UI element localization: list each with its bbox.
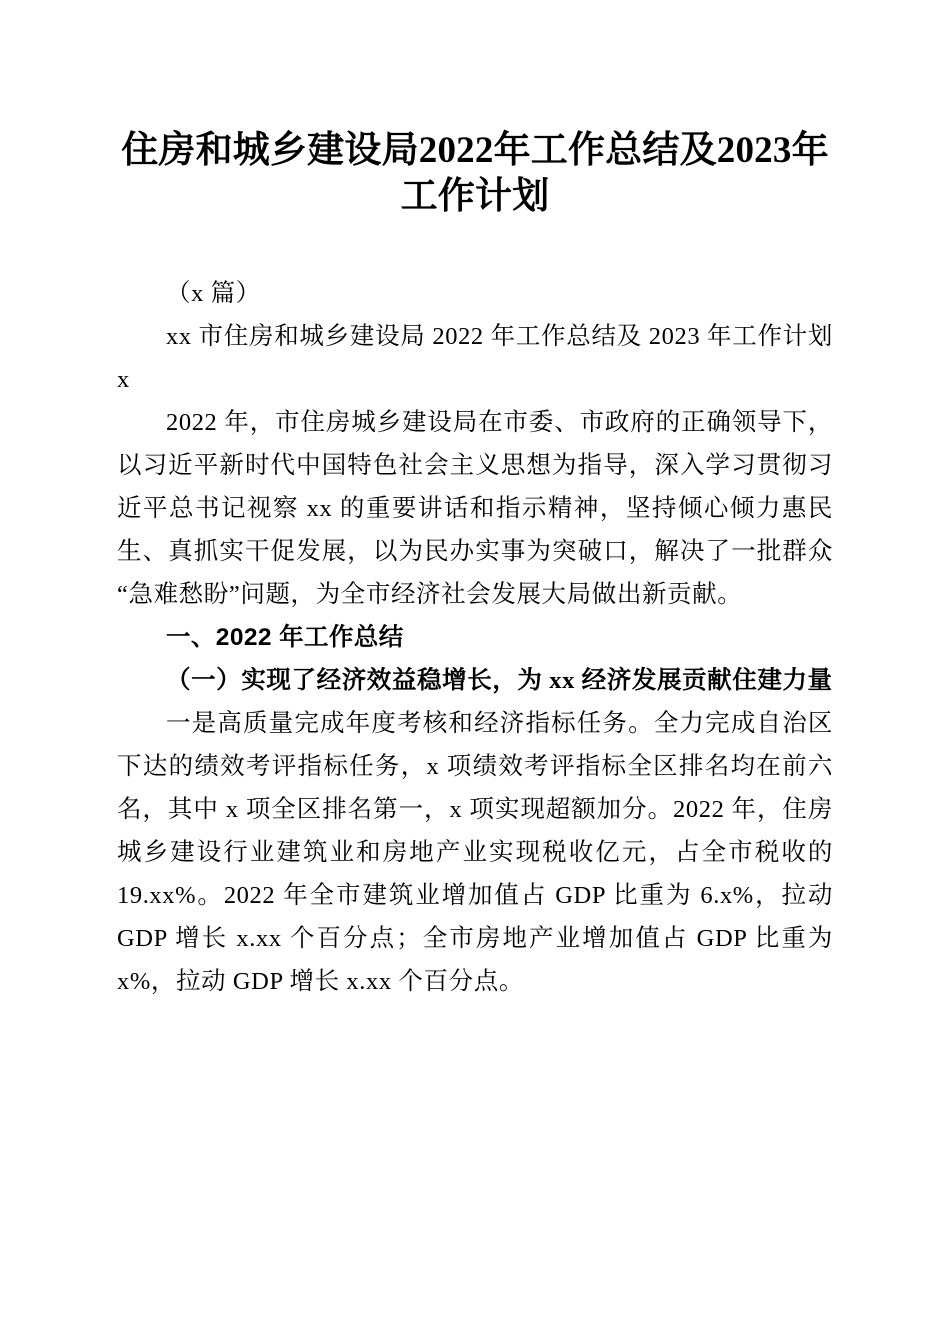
document-count-note: （x 篇）	[166, 280, 261, 307]
heading-section-1-1: （一）实现了经济效益稳增长，为 xx 经济发展贡献住建力量	[166, 667, 833, 694]
document-content-area	[117, 0, 833, 1003]
document-title: 住房和城乡建设局2022年工作总结及2023年工作计划	[121, 130, 829, 217]
document-subtitle: xx 市住房和城乡建设局 2022 年工作总结及 2023 年工作计划 x	[117, 323, 833, 393]
title-body-spacer	[117, 220, 833, 272]
paragraph-point-1: 一是高质量完成年度考核和经济指标任务。全力完成自治区下达的绩效考评指标任务，x 项绩效考评指标全区排名均在前六名，其中 x 项全区排名第一，x 项实现超额加分。2022 年，住房城乡建设行业建筑业和房地产业实现税收亿元，占全市税收的 19.xx%。2022 年全市建筑业增加值占 GDP 比重为 6.x%，拉动 GDP 增长 x.xx 个百分点；全市房地产业增加值占 GDP 比重为 x%，拉动 GDP 增长 x.xx 个百分点。	[117, 710, 833, 995]
paragraph-intro: 2022 年，市住房城乡建设局在市委、市政府的正确领导下，以习近平新时代中国特色社会主义思想为指导，深入学习贯彻习近平总书记视察 xx 的重要讲话和指示精神，坚持倾心倾力惠民生、真抓实干促发展，以为民办实事为突破口，解决了一批群众“急难愁盼”问题，为全市经济社会发展大局做出新贡献。	[117, 409, 833, 608]
heading-section-1: 一、2022 年工作总结	[166, 624, 404, 651]
